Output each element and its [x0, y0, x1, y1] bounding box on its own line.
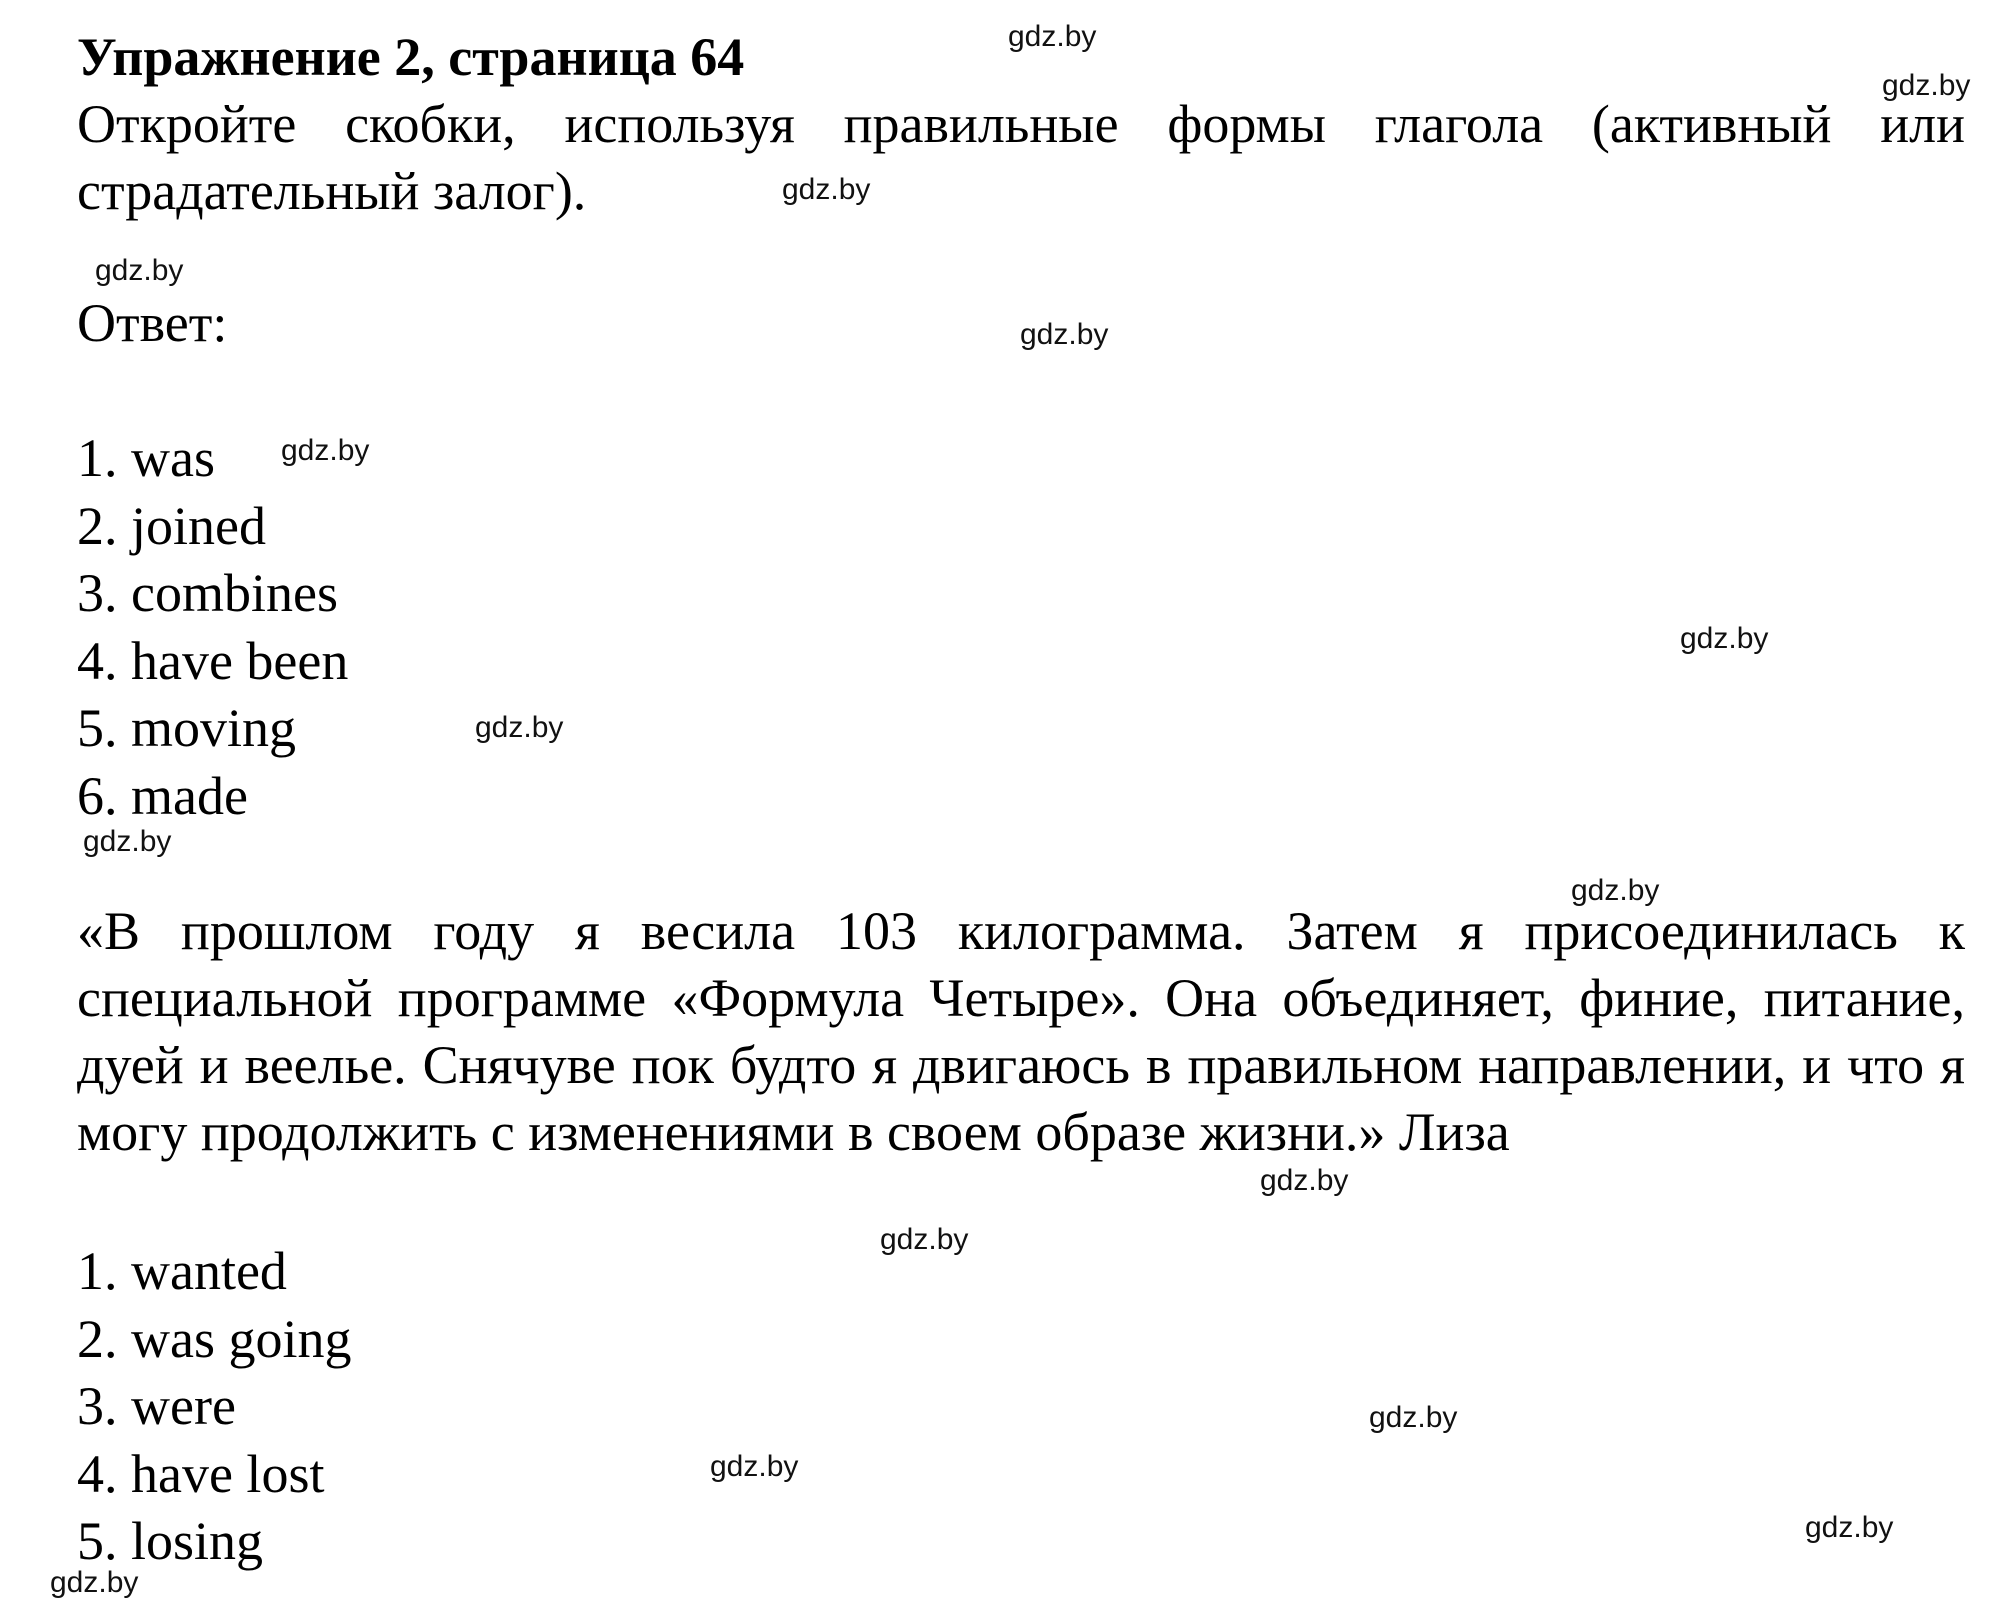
- watermark: gdz.by: [475, 711, 564, 744]
- item-text: wanted: [131, 1241, 287, 1301]
- watermark: gdz.by: [1260, 1164, 1349, 1197]
- watermark: gdz.by: [880, 1223, 969, 1256]
- list-item: [77, 628, 348, 696]
- item-number: 3.: [77, 563, 118, 623]
- list-item: [77, 1373, 351, 1441]
- list-item: [77, 1238, 351, 1306]
- watermark: gdz.by: [1369, 1401, 1458, 1434]
- item-number: 1.: [77, 1241, 118, 1301]
- list-item: [77, 1441, 351, 1509]
- watermark: gdz.by: [95, 254, 184, 287]
- list-item: [77, 560, 348, 628]
- answer-label: Ответ:: [77, 293, 228, 353]
- answer-list-2: [77, 1238, 351, 1576]
- item-text: were: [131, 1376, 236, 1436]
- answer-list-1: [77, 425, 348, 830]
- translation-quote: «В прошлом году я весила 103 килограмма. Затем я присоединилась к специальной программе «Формула Четыре». Она объединяет, финие, питание, дуей и веелье. Снячуве пок будто я двигаюсь в правильном направлении, и что я могу продолжить с изменениями в своем образе жизни.» Лиза: [77, 901, 1965, 1162]
- watermark: gdz.by: [1571, 874, 1660, 907]
- item-number: 2.: [77, 495, 118, 556]
- item-number: 5.: [77, 698, 118, 758]
- watermark: gdz.by: [1008, 20, 1097, 53]
- list-item: [77, 695, 348, 763]
- item-number: 5.: [77, 1511, 118, 1571]
- item-text: was: [131, 428, 215, 488]
- task-instruction: Откройте скобки, используя правильные формы глагола (активный или страдательный залог).: [77, 94, 1965, 221]
- item-number: 6.: [77, 765, 118, 826]
- item-text: combines: [131, 563, 338, 623]
- item-number: 4.: [77, 630, 118, 691]
- item-text: have lost: [131, 1443, 325, 1504]
- watermark: gdz.by: [1882, 69, 1971, 102]
- watermark: gdz.by: [782, 173, 871, 206]
- item-text: moving: [131, 698, 297, 758]
- item-text: made: [131, 765, 248, 826]
- exercise-title: Упражнение 2, страница 64: [77, 27, 745, 87]
- watermark: gdz.by: [1020, 318, 1109, 351]
- item-number: 2.: [77, 1308, 118, 1369]
- list-item: [77, 493, 348, 561]
- watermark: gdz.by: [83, 825, 172, 858]
- watermark: gdz.by: [1805, 1511, 1894, 1544]
- watermark: gdz.by: [710, 1450, 799, 1483]
- watermark: gdz.by: [281, 434, 370, 467]
- item-number: 4.: [77, 1443, 118, 1504]
- item-text: joined: [131, 495, 266, 556]
- list-item: [77, 763, 348, 831]
- list-item: [77, 1306, 351, 1374]
- watermark: gdz.by: [1680, 622, 1769, 655]
- item-text: losing: [131, 1511, 264, 1571]
- item-text: have been: [131, 630, 349, 691]
- item-text: was going: [131, 1308, 352, 1369]
- item-number: 1.: [77, 428, 118, 488]
- watermark: gdz.by: [50, 1566, 139, 1599]
- item-number: 3.: [77, 1376, 118, 1436]
